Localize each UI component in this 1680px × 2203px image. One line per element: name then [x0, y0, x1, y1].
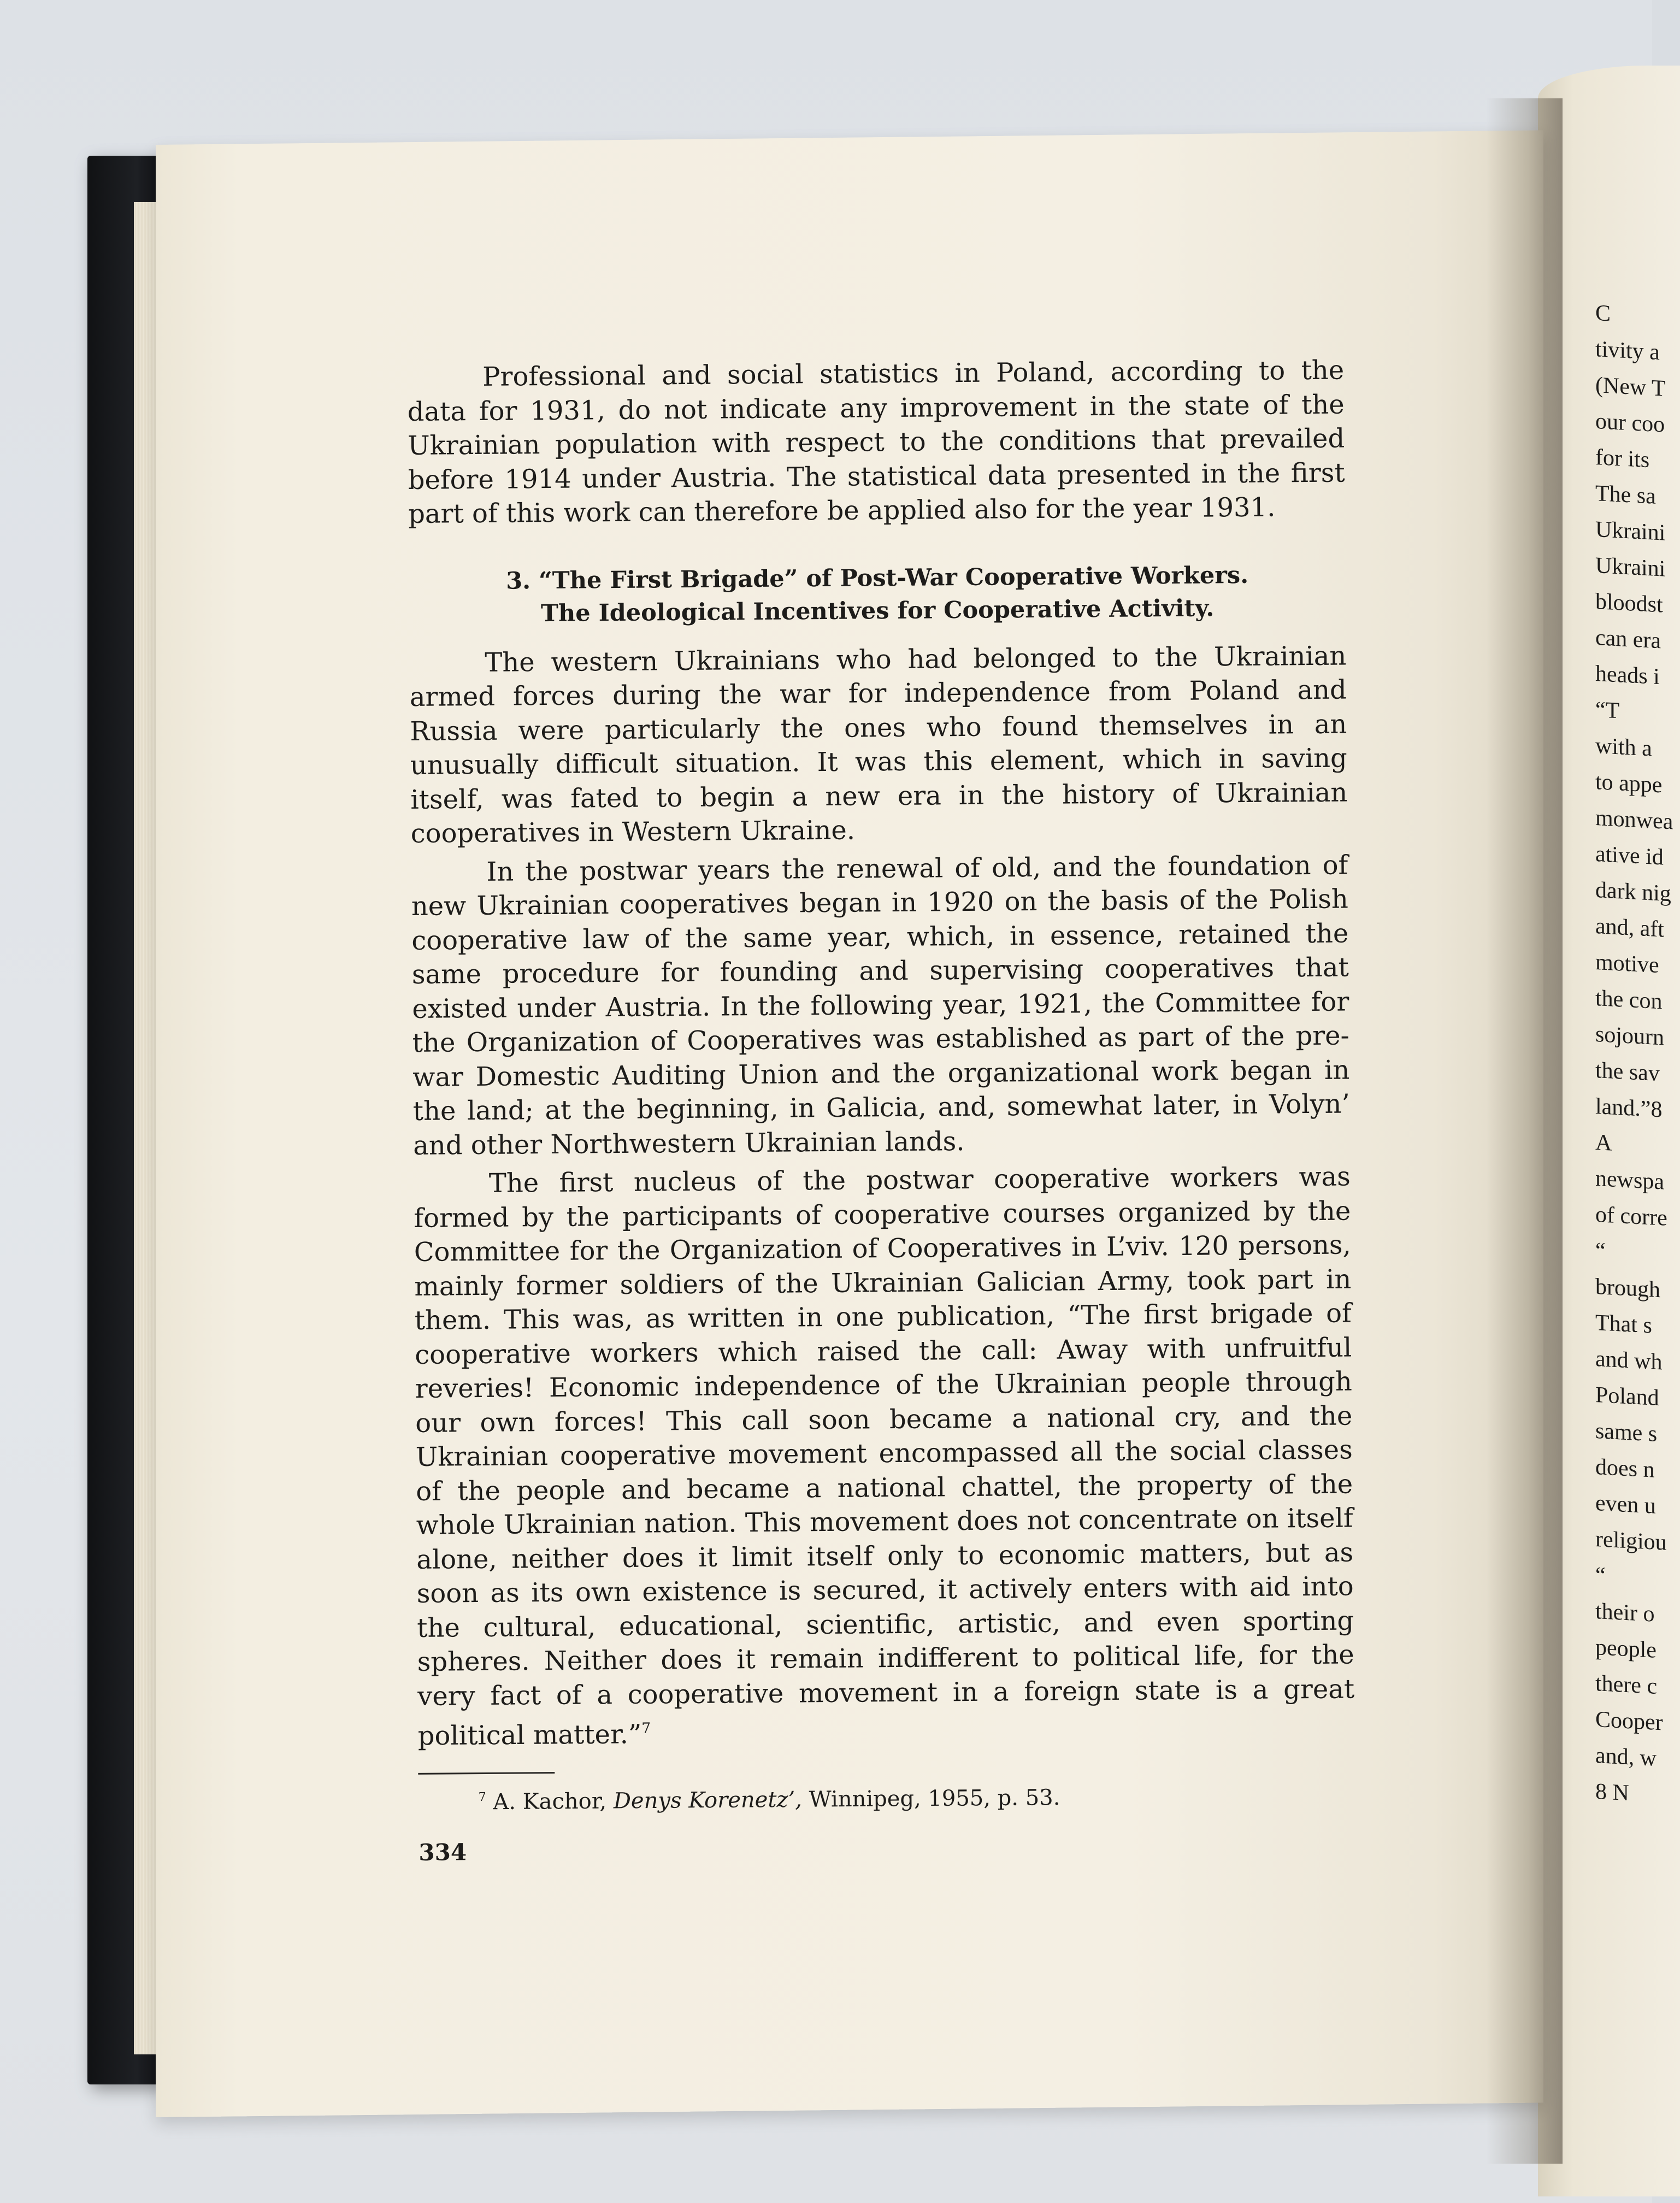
right-page-line: can era — [1595, 625, 1661, 654]
right-page-line: people — [1595, 1635, 1657, 1663]
right-page-line: for its — [1595, 445, 1650, 473]
right-page-line: That s — [1595, 1310, 1652, 1339]
right-page-line: brough — [1595, 1274, 1660, 1303]
footnote — [478, 1777, 1355, 1816]
right-page-line: sojourn — [1595, 1022, 1664, 1051]
footnote-author: A. Kachor, — [493, 1788, 607, 1815]
footnote-divider — [418, 1772, 555, 1775]
right-page-line: Poland — [1595, 1382, 1659, 1411]
footnote-details: Winnipeg, 1955, p. 53. — [809, 1785, 1060, 1812]
right-page-line: monwea — [1595, 805, 1673, 835]
right-page-line: even u — [1595, 1491, 1656, 1519]
right-page-line: the sav — [1595, 1058, 1660, 1087]
right-page-line: Ukraini — [1595, 553, 1666, 582]
right-page-line: the con — [1595, 986, 1663, 1015]
paragraph-3-text: The first nucleus of the postwar cooperative workers was formed by the participants of cooperative courses organized by the Committee for the Organization of Cooperatives in L’viv. 120 persons, mainly former soldiers of the Ukrainian Galician Army, took part in them. This was, as written in one publication, “The first brigade of cooperative workers which raised the call: Away with unfruitful reveries! Economic independence of the Ukrainian people through our own forces! This call soon became a national cry, and the Ukrainian cooperative movement encompassed all the social classes of the people and became a national chattel, the property of the whole Ukrainian nation. This movement does not concentrate on itself alone, neither does it limit itself only to economic matters, but as soon as its own existence is secured, it actively enters with aid into the cultural, educational, scientific, artistic, and even sporting spheres. Neither does it remain indifferent to political life, for the very fact of a cooperative movement in a foreign state is a great political matter.” — [414, 1161, 1355, 1752]
right-page-line: heads i — [1595, 661, 1660, 690]
right-page-line: dark nig — [1595, 877, 1671, 907]
right-page-line: there c — [1595, 1671, 1658, 1699]
right-page-line: A — [1595, 1130, 1612, 1156]
right-page-line: tivity a — [1595, 337, 1660, 366]
page-number: 334 — [418, 1839, 467, 1866]
right-page-line: with a — [1595, 733, 1652, 762]
page-gutter-shadow — [1486, 98, 1563, 2164]
right-page-line: religiou — [1595, 1527, 1667, 1556]
right-page-line: “ — [1595, 1238, 1606, 1264]
right-page-line: C — [1595, 301, 1611, 327]
paragraph-3 — [414, 1159, 1355, 1753]
section-heading-line-1: 3. “The First Brigade” of Post-War Cooperative Workers. — [506, 561, 1249, 595]
right-page-line: land.”8 — [1595, 1094, 1663, 1123]
paragraph-2: In the postwar years the renewal of old, and the foundation of new Ukrainian cooperatives began in 1920 on the basis of the Polish cooperative law of the same year, which, in essence, retained the same procedure for founding and supervising cooperatives that existed under Austria. In the following year, 1921, the Committee for the Organization of Cooperatives was established as part of the pre-war Domestic Auditing Union and the organizational work began in the land; at the beginning, in Galicia, and, somewhat later, in Volyn’ and other Northwestern Ukrainian lands. — [411, 850, 1350, 1161]
right-page-line: (New T — [1595, 373, 1666, 402]
right-page-line: does n — [1595, 1454, 1655, 1483]
right-page-text-fragments — [1595, 295, 1673, 1813]
right-page-line: Ukraini — [1595, 517, 1666, 546]
right-page-line: The sa — [1595, 481, 1656, 509]
right-page-line: their o — [1595, 1599, 1655, 1627]
right-page-line: and wh — [1595, 1346, 1663, 1375]
right-page-line: 8 N — [1595, 1779, 1629, 1806]
right-page-line: and, w — [1595, 1743, 1657, 1771]
right-page-line: of corre — [1595, 1202, 1667, 1231]
right-page-line: Cooper — [1595, 1707, 1663, 1736]
footnote-number: 7 — [478, 1790, 486, 1805]
right-page-line: bloodst — [1595, 589, 1663, 618]
right-page-line: our coo — [1595, 409, 1665, 438]
right-page-line: motive — [1595, 950, 1659, 979]
right-page-line: “T — [1595, 697, 1620, 724]
right-page-line: same s — [1595, 1418, 1658, 1447]
section-heading-line-2: The Ideological Incentives for Cooperative Activity. — [540, 594, 1215, 627]
paragraph-1: The western Ukrainians who had belonged to the Ukrainian armed forces during the war for independence from Poland and Russia were particularly the ones who found themselves in an unusually difficult situation. It was this element, which in saving itself, was fated to begin a new era in the history of Ukrainian cooperatives in Western Ukraine. — [409, 640, 1348, 849]
intro-paragraph: Professional and social statistics in Poland, according to the data for 1931, do not indicate any improvement in the state of the Ukrainian population with respect to the conditions that prevailed before 1914 under Austria. The statistical data presented in the first part of this work can therefore be applied also for the year 1931. — [407, 355, 1345, 529]
right-page-line: to appe — [1595, 769, 1663, 798]
right-page-line: and, aft — [1595, 914, 1664, 943]
footnote-reference: 7 — [641, 1719, 651, 1737]
section-heading — [409, 558, 1346, 631]
left-page-text — [407, 354, 1356, 1870]
right-page-line: “ — [1595, 1563, 1606, 1588]
footnote-title: Denys Korenetz’, — [613, 1787, 803, 1814]
right-page-line: newspa — [1595, 1166, 1664, 1195]
right-page-line: ative id — [1595, 841, 1664, 870]
